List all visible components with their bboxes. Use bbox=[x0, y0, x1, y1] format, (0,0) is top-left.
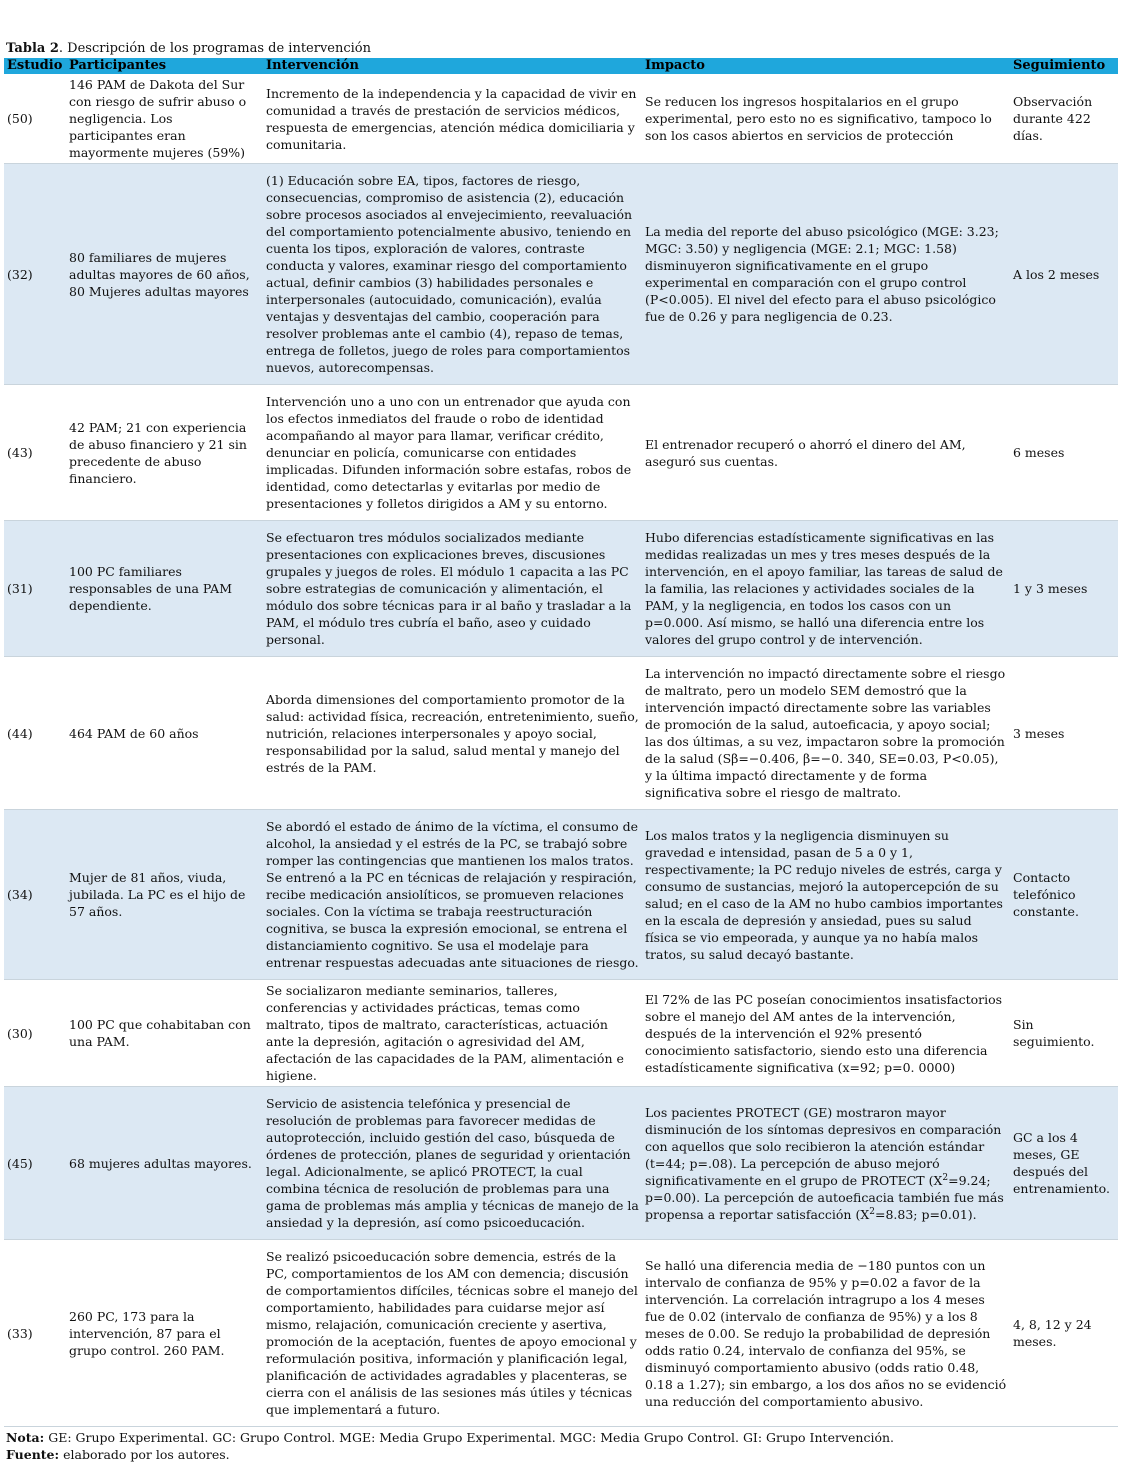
table-row bbox=[4, 657, 1118, 810]
cell-impacto: La media del reporte del abuso psicológico (MGE: 3.23; MGC: 3.50) y negligencia (MGE: 2.1; MGC: 1.58) disminuyeron significativamente en el grupo experimental en comparación con el grupo control (P<0.005). El nivel del efecto para el abuso psicológico fue de 0.26 y para negligencia de 0.23. bbox=[642, 164, 1010, 385]
impacto-text-a: Los pacientes PROTECT (GE) mostraron mayor disminución de los síntomas depresivos en comparación con aquellos que solo recibieron la atención estándar (t=44; p=.08). La percepción de abuso mejoró significativamente en el grupo de PROTECT (X bbox=[645, 1104, 1002, 1188]
table-caption bbox=[4, 40, 1118, 58]
cell-seguimiento: 6 meses bbox=[1010, 385, 1118, 521]
cell-intervencion: Se efectuaron tres módulos socializados mediante presentaciones con explicaciones breves, discusiones grupales y juegos de roles. El módulo 1 capacita a las PC sobre estrategias de comunicación y alimentación, el módulo dos sobre técnicas para ir al baño y trasladar a la PAM, el módulo tres cubría el baño, aseo y cuidado personal. bbox=[263, 521, 642, 657]
caption-text: . Descripción de los programas de intervención bbox=[58, 41, 372, 56]
cell-intervencion: Incremento de la independencia y la capacidad de vivir en comunidad a través de prestación de servicios médicos, respuesta de emergencias, atención médica domiciliaria y comunitaria. bbox=[263, 74, 642, 164]
cell-impacto: Hubo diferencias estadísticamente significativas en las medidas realizadas un mes y tres meses después de la intervención, en el apoyo familiar, las tareas de salud de la familia, las relaciones y actividades sociales de la PAM, y la negligencia, en todos los casos con un p=0.000. Así mismo, se halló una diferencia entre los valores del grupo control y de intervención. bbox=[642, 521, 1010, 657]
cell-estudio: (32) bbox=[4, 164, 66, 385]
cell-intervencion: Se socializaron mediante seminarios, talleres, conferencias y actividades prácticas, temas como maltrato, tipos de maltrato, características, actuación ante la depresión, agitación o agresividad del AM, afectación de las capacidades de la PAM, alimentación e higiene. bbox=[263, 980, 642, 1087]
impacto-text-b: =9.24; p=0.00). La percepción de autoeficacia también fue más propensa a reportar satisfacción (X bbox=[645, 1172, 1004, 1222]
cell-estudio: (33) bbox=[4, 1240, 66, 1427]
cell-impacto: El 72% de las PC poseían conocimientos insatisfactorios sobre el manejo del AM antes de la intervención, después de la intervención el 92% presentó conocimiento satisfactorio, siendo esto una diferencia estadísticamente significativa (x=92; p=0. 0000) bbox=[642, 980, 1010, 1087]
cell-intervencion: Aborda dimensiones del comportamiento promotor de la salud: actividad física, recreación, entretenimiento, sueño, nutrición, relaciones interpersonales y apoyo social, responsabilidad por la salud, salud mental y manejo del estrés de la PAM. bbox=[263, 657, 642, 810]
cell-estudio: (50) bbox=[4, 74, 66, 164]
cell-participantes: 68 mujeres adultas mayores. bbox=[66, 1087, 263, 1240]
cell-estudio: (30) bbox=[4, 980, 66, 1087]
source-label: Fuente: bbox=[6, 1447, 60, 1462]
table-row bbox=[4, 74, 1118, 164]
cell-seguimiento: 3 meses bbox=[1010, 657, 1118, 810]
superscript-2: 2 bbox=[869, 1206, 875, 1217]
header-impacto: Impacto bbox=[642, 58, 1010, 74]
cell-seguimiento: Observación durante 422 días. bbox=[1010, 74, 1118, 164]
caption-label: Tabla 2 bbox=[6, 41, 59, 56]
table-source bbox=[4, 1446, 1118, 1463]
cell-impacto bbox=[642, 1087, 1010, 1240]
table-row bbox=[4, 980, 1118, 1087]
cell-seguimiento: Contacto telefónico constante. bbox=[1010, 810, 1118, 980]
cell-participantes: 260 PC, 173 para la intervención, 87 para el grupo control. 260 PAM. bbox=[66, 1240, 263, 1427]
cell-participantes: 146 PAM de Dakota del Sur con riesgo de sufrir abuso o negligencia. Los participantes eran mayormente mujeres (59%) bbox=[66, 74, 263, 164]
cell-impacto: La intervención no impactó directamente sobre el riesgo de maltrato, pero un modelo SEM demostró que la intervención impactó directamente sobre las variables de promoción de la salud, autoeficacia, y apoyo social; las dos últimas, a su vez, impactaron sobre la promoción de la salud (Sβ=−0.406, β=−0. 340, SE=0.03, P<0.05), y la última impactó directamente y de forma significativa sobre el riesgo de maltrato. bbox=[642, 657, 1010, 810]
cell-seguimiento: 1 y 3 meses bbox=[1010, 521, 1118, 657]
cell-seguimiento: A los 2 meses bbox=[1010, 164, 1118, 385]
cell-intervencion: (1) Educación sobre EA, tipos, factores de riesgo, consecuencias, compromiso de asistencia (2), educación sobre procesos asociados al envejecimiento, reevaluación del comportamiento potencialmente abusivo, teniendo en cuenta los tipos, exploración de valores, contraste conducta y valores, examinar riesgo del comportamiento actual, definir cambios (3) habilidades personales e interpersonales (autocuidado, comunicación), evalúa ventajas y desventajas del cambio, cooperación para resolver problemas ante el cambio (4), repaso de temas, entrega de folletos, juego de roles para comportamientos nuevos, autorecompensas. bbox=[263, 164, 642, 385]
header-participantes: Participantes bbox=[66, 58, 263, 74]
cell-participantes: Mujer de 81 años, viuda, jubilada. La PC es el hijo de 57 años. bbox=[66, 810, 263, 980]
table-row bbox=[4, 164, 1118, 385]
document-page bbox=[4, 40, 1118, 1463]
cell-participantes: 80 familiares de mujeres adultas mayores de 60 años, 80 Mujeres adultas mayores bbox=[66, 164, 263, 385]
cell-seguimiento: Sin seguimiento. bbox=[1010, 980, 1118, 1087]
note-text: GE: Grupo Experimental. GC: Grupo Control. MGE: Media Grupo Experimental. MGC: Media Grupo Control. GI: Grupo Intervención. bbox=[44, 1430, 895, 1445]
source-text: elaborado por los autores. bbox=[59, 1447, 230, 1462]
cell-estudio: (31) bbox=[4, 521, 66, 657]
cell-impacto: El entrenador recuperó o ahorró el dinero del AM, aseguró sus cuentas. bbox=[642, 385, 1010, 521]
table-row bbox=[4, 1240, 1118, 1427]
superscript-2: 2 bbox=[942, 1172, 949, 1183]
table-row bbox=[4, 1087, 1118, 1240]
cell-impacto: Los malos tratos y la negligencia disminuyen su gravedad e intensidad, pasan de 5 a 0 y 1, respectivamente; la PC redujo niveles de estrés, carga y consumo de sustancias, mejoró la autopercepción de su salud; en el caso de la AM no hubo cambios importantes en la escala de depresión y ansiedad, pues su salud física se vio empeorada, y aunque ya no había malos tratos, su salud decayó bastante. bbox=[642, 810, 1010, 980]
cell-impacto: Se halló una diferencia media de −180 puntos con un intervalo de confianza de 95% y p=0.02 a favor de la intervención. La correlación intragrupo a los 4 meses fue de 0.02 (intervalo de confianza de 95%) y a los 8 meses de 0.00. Se redujo la probabilidad de depresión odds ratio 0.24, intervalo de confianza del 95%, se disminuyó comportamiento abusivo (odds ratio 0.48, 0.18 a 1.27); sin embargo, a los dos años no se evidenció una reducción del comportamiento abusivo. bbox=[642, 1240, 1010, 1427]
cell-participantes: 100 PC familiares responsables de una PAM dependiente. bbox=[66, 521, 263, 657]
cell-estudio: (34) bbox=[4, 810, 66, 980]
table-header-row bbox=[4, 58, 1118, 74]
cell-intervencion: Servicio de asistencia telefónica y presencial de resolución de problemas para favorecer medidas de autoprotección, incluido gestión del caso, búsqueda de órdenes de protección, planes de seguridad y orientación legal. Adicionalmente, se aplicó PROTECT, la cual combina técnica de resolución de problemas para una gama de problemas más amplia y técnicas de manejo de la ansiedad y la depresión, así como psicoeducación. bbox=[263, 1087, 642, 1240]
cell-participantes: 42 PAM; 21 con experiencia de abuso financiero y 21 sin precedente de abuso financiero. bbox=[66, 385, 263, 521]
cell-estudio: (43) bbox=[4, 385, 66, 521]
impacto-text-c: =8.83; p=0.01). bbox=[874, 1206, 977, 1222]
header-estudio: Estudio bbox=[4, 58, 66, 74]
cell-seguimiento: 4, 8, 12 y 24 meses. bbox=[1010, 1240, 1118, 1427]
header-intervencion: Intervención bbox=[263, 58, 642, 74]
note-label: Nota: bbox=[6, 1430, 45, 1445]
cell-participantes: 100 PC que cohabitaban con una PAM. bbox=[66, 980, 263, 1087]
table-row bbox=[4, 521, 1118, 657]
header-seguimiento: Seguimiento bbox=[1010, 58, 1118, 74]
table-note bbox=[4, 1429, 1118, 1446]
cell-seguimiento: GC a los 4 meses, GE después del entrenamiento. bbox=[1010, 1087, 1118, 1240]
cell-participantes: 464 PAM de 60 años bbox=[66, 657, 263, 810]
cell-estudio: (45) bbox=[4, 1087, 66, 1240]
table-row bbox=[4, 810, 1118, 980]
interventions-table bbox=[4, 58, 1118, 1427]
cell-impacto: Se reducen los ingresos hospitalarios en el grupo experimental, pero esto no es significativo, tampoco lo son los casos abiertos en servicios de protección bbox=[642, 74, 1010, 164]
cell-intervencion: Intervención uno a uno con un entrenador que ayuda con los efectos inmediatos del fraude o robo de identidad acompañando al mayor para llamar, verificar crédito, denunciar en policía, comunicarse con entidades implicadas. Difunden información sobre estafas, robos de identidad, como detectarlas y evitarlas por medio de presentaciones y folletos dirigidos a AM y su entorno. bbox=[263, 385, 642, 521]
cell-estudio: (44) bbox=[4, 657, 66, 810]
cell-intervencion: Se abordó el estado de ánimo de la víctima, el consumo de alcohol, la ansiedad y el estrés de la PC, se trabajó sobre romper las contingencias que mantienen los malos tratos. Se entrenó a la PC en técnicas de relajación y respiración, recibe medicación ansiolíticos, se promueven relaciones sociales. Con la víctima se trabaja reestructuración cognitiva, se busca la expresión emocional, se entrena el distanciamiento cognitivo. Se usa el modelaje para entrenar respuestas adecuadas ante situaciones de riesgo. bbox=[263, 810, 642, 980]
table-row bbox=[4, 385, 1118, 521]
cell-intervencion: Se realizó psicoeducación sobre demencia, estrés de la PC, comportamientos de los AM con demencia; discusión de comportamientos difíciles, técnicas sobre el manejo del comportamiento, habilidades para cuidarse mejor así mismo, relajación, comunicación creciente y asertiva, promoción de la aceptación, fuentes de apoyo emocional y reformulación positiva, información y planificación legal, planificación de actividades agradables y placenteras, se cierra con el análisis de las sesiones más útiles y técnicas que implementará a futuro. bbox=[263, 1240, 642, 1427]
